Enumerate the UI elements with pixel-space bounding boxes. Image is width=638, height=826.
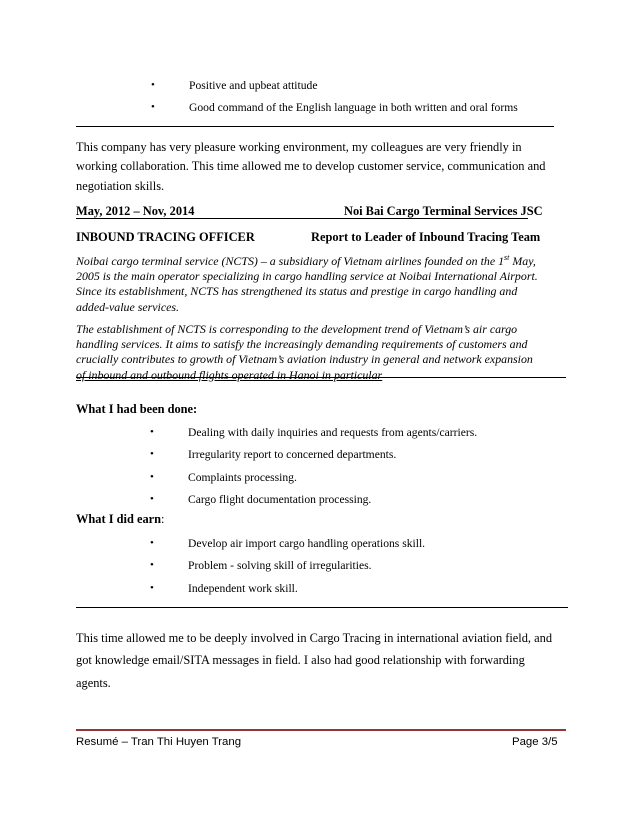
job-title: INBOUND TRACING OFFICER [76, 230, 255, 244]
bullet-text: Complaints processing. [188, 471, 297, 484]
superscript: st [504, 253, 510, 262]
paragraph-line: added-value services. [76, 299, 180, 314]
footer-left: Resumé – Tran Thi Huyen Trang [76, 736, 242, 748]
bullet-text: Independent work skill. [188, 582, 298, 595]
bullet-icon: • [150, 493, 154, 505]
bullet-text: Cargo flight documentation processing. [188, 493, 372, 506]
footer-rule [76, 729, 566, 731]
job-header-underline [76, 218, 528, 219]
bullet-icon: • [150, 582, 154, 594]
earn-heading: What I did earn [76, 512, 162, 526]
divider [76, 377, 566, 378]
bullet-icon: • [151, 101, 155, 113]
paragraph-line: This time allowed me to be deeply involved in Cargo Tracing in international aviation field, and [76, 631, 553, 645]
closing-paragraph [76, 627, 566, 694]
bullet-text: Positive and upbeat attitude [189, 79, 318, 92]
paragraph-line: This company has very pleasure working environment, my colleagues are very friendly in [76, 140, 522, 154]
paragraph-line: of inbound and outbound flights operated in Hanoi in particular [76, 367, 383, 382]
company-description-2 [76, 322, 566, 383]
paragraph-line: got knowledge email/SITA messages in field. I also had good relationship with forwarding [76, 653, 525, 668]
job-dates: May, 2012 – Nov, 2014 [76, 204, 195, 218]
intro-paragraph [76, 138, 566, 196]
bullet-text: Good command of the English language in both written and oral forms [189, 101, 518, 114]
bullet-text: Develop air import cargo handling operations skill. [188, 537, 426, 550]
paragraph-line [76, 250, 566, 269]
earn-colon: : [161, 512, 165, 526]
bullet-text: Problem - solving skill of irregularities. [188, 559, 372, 572]
bullet-text: Irregularity report to concerned departments. [188, 448, 397, 461]
bullet-icon: • [150, 559, 154, 571]
text-span: Noibai cargo terminal service (NCTS) – a subsidiary of Vietnam airlines founded on the 1 [76, 253, 505, 268]
company-description [76, 250, 566, 315]
bullet-icon: • [150, 537, 154, 549]
paragraph-line: 2005 is the main operator specializing in cargo handling service at Noibai International Airport. [76, 269, 538, 284]
footer-page-number: Page 3/5 [512, 736, 558, 748]
divider [76, 607, 568, 608]
paragraph-line: working collaboration. This time allowed me to develop customer service, communication and [76, 159, 546, 174]
text-span: May, [509, 253, 536, 268]
divider [76, 126, 554, 127]
paragraph-line: crucially contributes to growth of Vietnam’s aviation industry in general and network expansion [76, 352, 533, 367]
job-reports-to: Report to Leader of Inbound Tracing Team [311, 230, 541, 244]
done-heading: What I had been done: [76, 402, 198, 416]
job-company: Noi Bai Cargo Terminal Services JSC [344, 204, 543, 218]
paragraph-line: The establishment of NCTS is corresponding to the development trend of Vietnam’s air cargo [76, 322, 518, 336]
bullet-icon: • [150, 448, 154, 460]
paragraph-line: negotiation skills. [76, 178, 165, 193]
paragraph-line: agents. [76, 675, 111, 690]
paragraph-line: handling services. It aims to satisfy the increasingly demanding requirements of customers and [76, 337, 528, 352]
bullet-icon: • [150, 471, 154, 483]
paragraph-line: Since its establishment, NCTS has strengthened its status and prestige in cargo handling and [76, 284, 518, 299]
job-title-row [76, 230, 566, 246]
earn-heading-row [76, 512, 164, 527]
bullet-icon: • [150, 426, 154, 438]
bullet-text: Dealing with daily inquiries and requests from agents/carriers. [188, 426, 478, 439]
bullet-icon: • [151, 79, 155, 91]
